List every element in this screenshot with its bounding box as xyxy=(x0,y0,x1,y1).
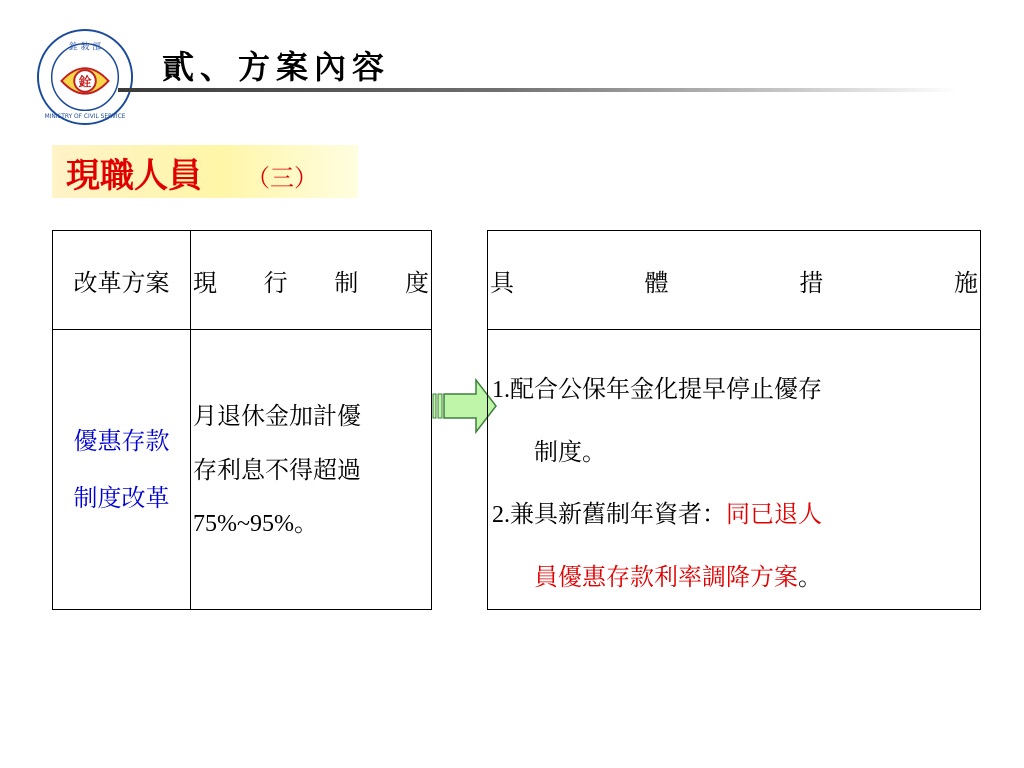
header-measures xyxy=(488,231,981,330)
header-reform-plan: 改革方案 xyxy=(53,231,191,330)
header-char: 現 xyxy=(193,268,217,297)
header-char: 措 xyxy=(799,268,824,297)
measure-item-2 xyxy=(492,483,972,546)
item-text-cont: 制度。 xyxy=(534,438,606,466)
item-text: 配合公保年金化提早停止優存 xyxy=(510,375,822,403)
measures-table xyxy=(487,230,981,610)
header-char: 度 xyxy=(404,268,429,297)
current-system-table xyxy=(52,230,432,610)
item-number: 2. xyxy=(492,502,510,528)
measure-item-1 xyxy=(492,358,972,421)
header-current-system xyxy=(191,231,432,330)
reform-line: 優惠存款 xyxy=(73,426,170,455)
item-text-end: 。 xyxy=(798,563,822,591)
ministry-logo xyxy=(36,28,134,126)
header-char: 施 xyxy=(953,268,978,297)
reform-line: 制度改革 xyxy=(73,483,170,512)
current-line: 存利息不得超過 xyxy=(193,455,361,484)
page-title: 貳、方案內容 xyxy=(162,48,391,86)
title-divider xyxy=(118,88,958,92)
item-text-highlight: 員優惠存款利率調降方案 xyxy=(534,563,798,591)
current-system-cell xyxy=(191,330,432,610)
current-line: 月退休金加計優 xyxy=(193,401,361,430)
item-text-highlight: 同已退人 xyxy=(726,500,822,528)
header-char: 行 xyxy=(263,268,288,297)
header-char: 制 xyxy=(334,268,359,297)
measures-cell xyxy=(488,330,981,610)
svg-text:銓: 銓 xyxy=(78,74,92,90)
svg-text:銓 敍 部: 銓 敍 部 xyxy=(68,42,102,53)
header-char: 體 xyxy=(644,268,669,297)
subtitle-main: 現職人員 xyxy=(66,156,202,196)
reform-plan-cell xyxy=(53,330,191,610)
svg-text:MINISTRY OF CIVIL SERVICE: MINISTRY OF CIVIL SERVICE xyxy=(44,114,126,121)
subtitle-sub: （三） xyxy=(246,164,318,192)
item-text: 兼具新舊制年資者： xyxy=(510,500,726,528)
current-line: 75%~95%。 xyxy=(193,510,318,537)
header-char: 具 xyxy=(490,268,514,297)
item-number: 1. xyxy=(492,377,510,403)
item-text-cont xyxy=(492,546,972,608)
